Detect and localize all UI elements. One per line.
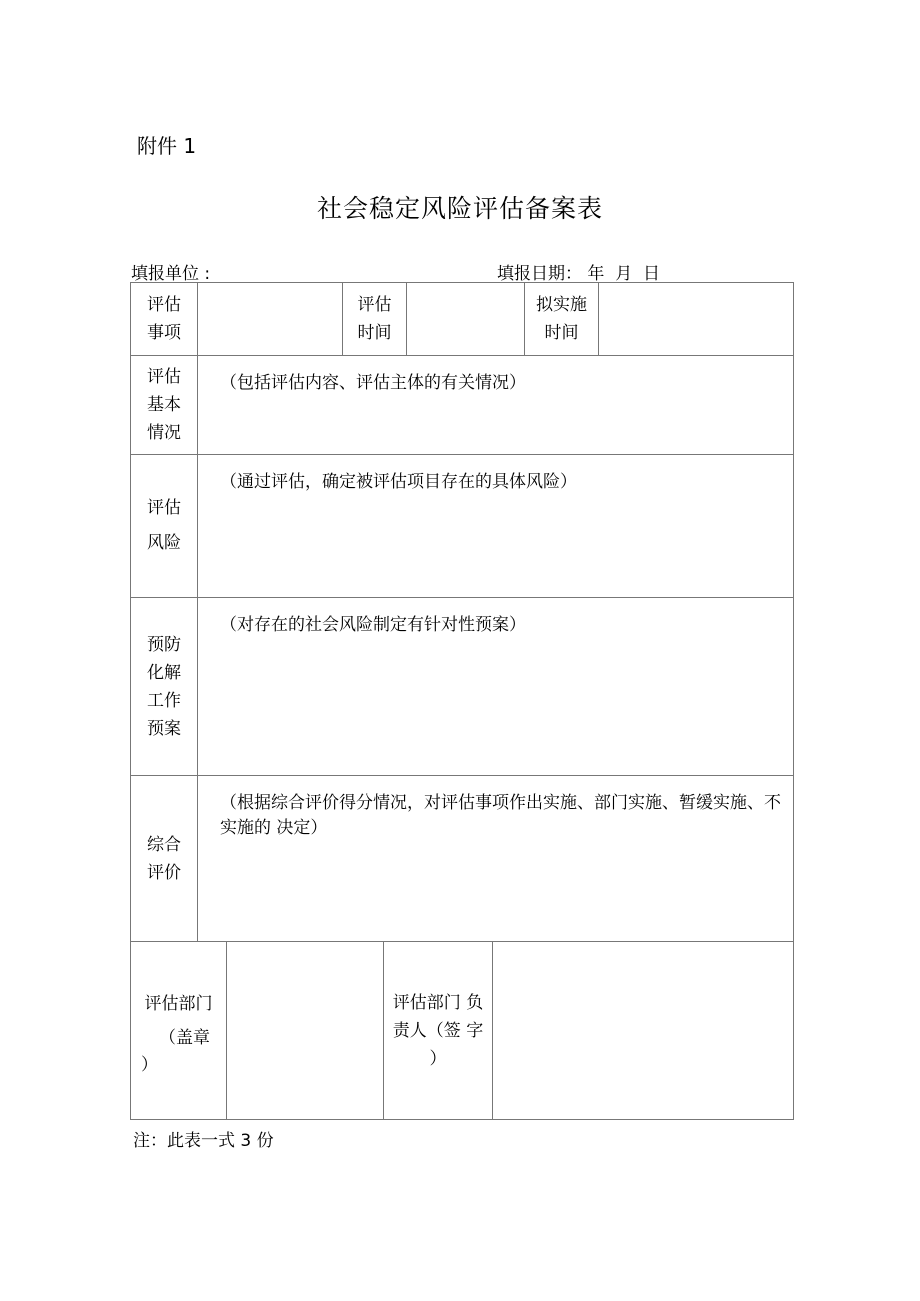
plan-label: [131, 598, 198, 776]
label-line: （盖章: [159, 1027, 210, 1048]
plan-time-value-cell[interactable]: [599, 283, 794, 356]
label-line: 评估部门 负: [392, 992, 484, 1013]
fill-date: [497, 259, 660, 284]
fill-date-label: 填报日期：: [497, 264, 582, 284]
eval-label: [131, 776, 198, 942]
row-basic: [131, 356, 794, 455]
label-line: 风险: [147, 533, 181, 553]
filing-form: [130, 282, 793, 1120]
item-label: [131, 283, 198, 356]
form-table-top: [130, 282, 794, 942]
label-line: 评价: [147, 862, 181, 883]
item-value-cell[interactable]: [198, 283, 343, 356]
label-line: 评估: [357, 295, 392, 315]
label-line: 预防: [147, 634, 181, 655]
label-line: 事项: [147, 323, 181, 343]
form-table-bottom: [130, 941, 794, 1120]
plan-hint[interactable]: （对存在的社会风险制定有针对性预案）: [198, 598, 794, 776]
label-line: 综合: [147, 834, 181, 855]
label-line: ）: [429, 1048, 447, 1069]
basic-label: [131, 356, 198, 455]
footnote: 注：此表一式 3 份: [133, 1131, 274, 1151]
risk-label: [131, 455, 198, 598]
row-sign: [131, 942, 794, 1120]
row-risk: [131, 455, 794, 598]
label-line: 化解: [147, 662, 181, 683]
plan-time-label: [525, 283, 599, 356]
dept-stamp-cell[interactable]: [227, 942, 384, 1120]
head-signature-cell[interactable]: [493, 942, 794, 1120]
label-line: 情况: [147, 423, 181, 443]
dept-label: [131, 942, 227, 1120]
head-label: [384, 942, 493, 1120]
label-line: 拟实施: [536, 295, 587, 315]
time-label: [343, 283, 407, 356]
eval-hint[interactable]: （根据综合评价得分情况，对评估事项作出实施、部门实施、暂缓实施、不实施的 决定）: [198, 776, 794, 942]
fill-date-units: 年 月 日: [587, 264, 661, 284]
label-line: 评估: [147, 295, 181, 315]
label-line: 时间: [544, 323, 579, 343]
label-line: 工作: [147, 690, 181, 711]
label-line: 评估部门: [144, 993, 213, 1014]
label-line: 预案: [147, 718, 181, 739]
risk-hint[interactable]: （通过评估，确定被评估项目存在的具体风险）: [198, 455, 794, 598]
basic-hint[interactable]: （包括评估内容、评估主体的有关情况）: [198, 356, 794, 455]
fill-unit-label: 填报单位 :: [131, 264, 211, 284]
attachment-label: 附件 1: [137, 134, 197, 158]
label-line: 基本: [147, 395, 181, 415]
row-item: [131, 283, 794, 356]
row-plan: [131, 598, 794, 776]
label-line: 评估: [147, 367, 181, 387]
label-line: 责人（签 字: [392, 1020, 484, 1041]
label-line: ）: [141, 1054, 158, 1075]
label-line: 时间: [357, 323, 392, 343]
row-eval: [131, 776, 794, 942]
time-value-cell[interactable]: [407, 283, 525, 356]
label-line: 评估: [147, 498, 181, 518]
form-title: 社会稳定风险评估备案表: [316, 194, 603, 223]
